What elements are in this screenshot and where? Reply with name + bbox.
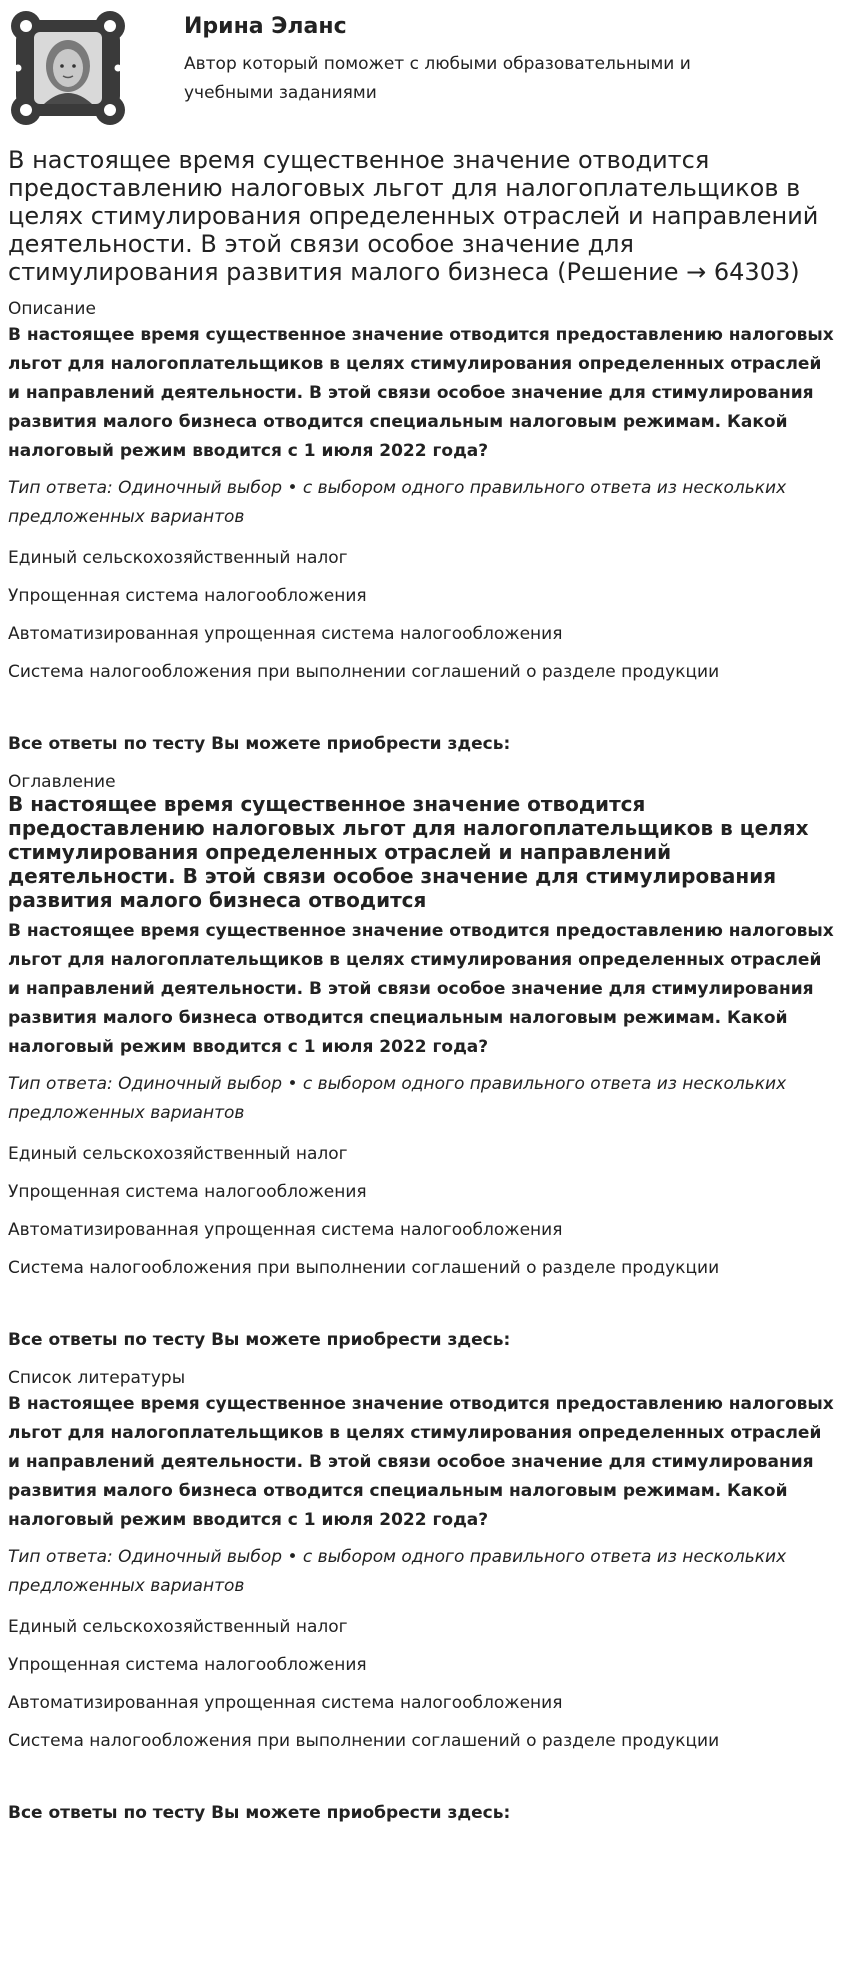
answer-type: Тип ответа: Одиночный выбор • с выбором одного правильного ответа из нескольких предложенных вариантов [8, 1547, 787, 1596]
film-reel-portrait-icon [8, 8, 128, 128]
answer-type: Тип ответа: Одиночный выбор • с выбором одного правильного ответа из нескольких предложенных вариантов [8, 478, 787, 527]
list-item: Система налогообложения при выполнении соглашений о разделе продукции [8, 1731, 720, 1751]
buy-text: Все ответы по тесту Вы можете приобрести здесь: [8, 734, 511, 754]
options-list [8, 547, 838, 684]
list-item: Единый сельскохозяйственный налог [8, 548, 348, 568]
list-item: Система налогообложения при выполнении соглашений о разделе продукции [8, 1258, 720, 1278]
author-card [8, 8, 838, 128]
buy-text: Все ответы по тесту Вы можете приобрести здесь: [8, 1803, 511, 1823]
answer-type: Тип ответа: Одиночный выбор • с выбором одного правильного ответа из нескольких предложенных вариантов [8, 1074, 787, 1123]
list-item: Автоматизированная упрощенная система налогообложения [8, 1693, 563, 1713]
options-list [8, 1143, 838, 1280]
list-item: Единый сельскохозяйственный налог [8, 1617, 348, 1637]
author-name: Ирина Эланс [184, 14, 347, 39]
page-title: В настоящее время существенное значение отводится предоставлению налоговых льгот для налогоплательщиков в целях стимулирования определенных отраслей и направлений деятельности. В этой связи особое значение для стимулирования развития малого бизнеса (Решение → 64303) [8, 146, 819, 286]
options-list [8, 1616, 838, 1753]
buy-text: Все ответы по тесту Вы можете приобрести здесь: [8, 1330, 511, 1350]
list-item: Автоматизированная упрощенная система налогообложения [8, 624, 563, 644]
contents-heading: В настоящее время существенное значение отводится предоставлению налоговых льгот для налогоплательщиков в целях стимулирования определенных отраслей и направлений деятельности. В этой связи особое значение для стимулирования развития малого бизнеса отводится [8, 792, 809, 912]
question-text: В настоящее время существенное значение отводится предоставлению налоговых льгот для налогоплательщиков в целях стимулирования определенных отраслей и направлений деятельности. В этой связи особое значение для стимулирования развития малого бизнеса отводится специальным налоговым режимам. Какой налоговый режим вводится с 1 июля 2022 года? [8, 1394, 834, 1530]
list-item: Автоматизированная упрощенная система налогообложения [8, 1220, 563, 1240]
question-text: В настоящее время существенное значение отводится предоставлению налоговых льгот для налогоплательщиков в целях стимулирования определенных отраслей и направлений деятельности. В этой связи особое значение для стимулирования развития малого бизнеса отводится специальным налоговым режимам. Какой налоговый режим вводится с 1 июля 2022 года? [8, 921, 834, 1057]
section-label-description: Описание [8, 299, 96, 319]
list-item: Единый сельскохозяйственный налог [8, 1144, 348, 1164]
list-item: Упрощенная система налогообложения [8, 586, 367, 606]
author-description: Автор который поможет с любыми образовательными и учебными заданиями [184, 54, 691, 103]
section-label-literature: Список литературы [8, 1368, 186, 1388]
list-item: Упрощенная система налогообложения [8, 1655, 367, 1675]
question-text: В настоящее время существенное значение отводится предоставлению налоговых льгот для налогоплательщиков в целях стимулирования определенных отраслей и направлений деятельности. В этой связи особое значение для стимулирования развития малого бизнеса отводится специальным налоговым режимам. Какой налоговый режим вводится с 1 июля 2022 года? [8, 325, 834, 461]
list-item: Упрощенная система налогообложения [8, 1182, 367, 1202]
list-item: Система налогообложения при выполнении соглашений о разделе продукции [8, 662, 720, 682]
main-content [8, 146, 838, 1823]
section-label-contents: Оглавление [8, 772, 116, 792]
